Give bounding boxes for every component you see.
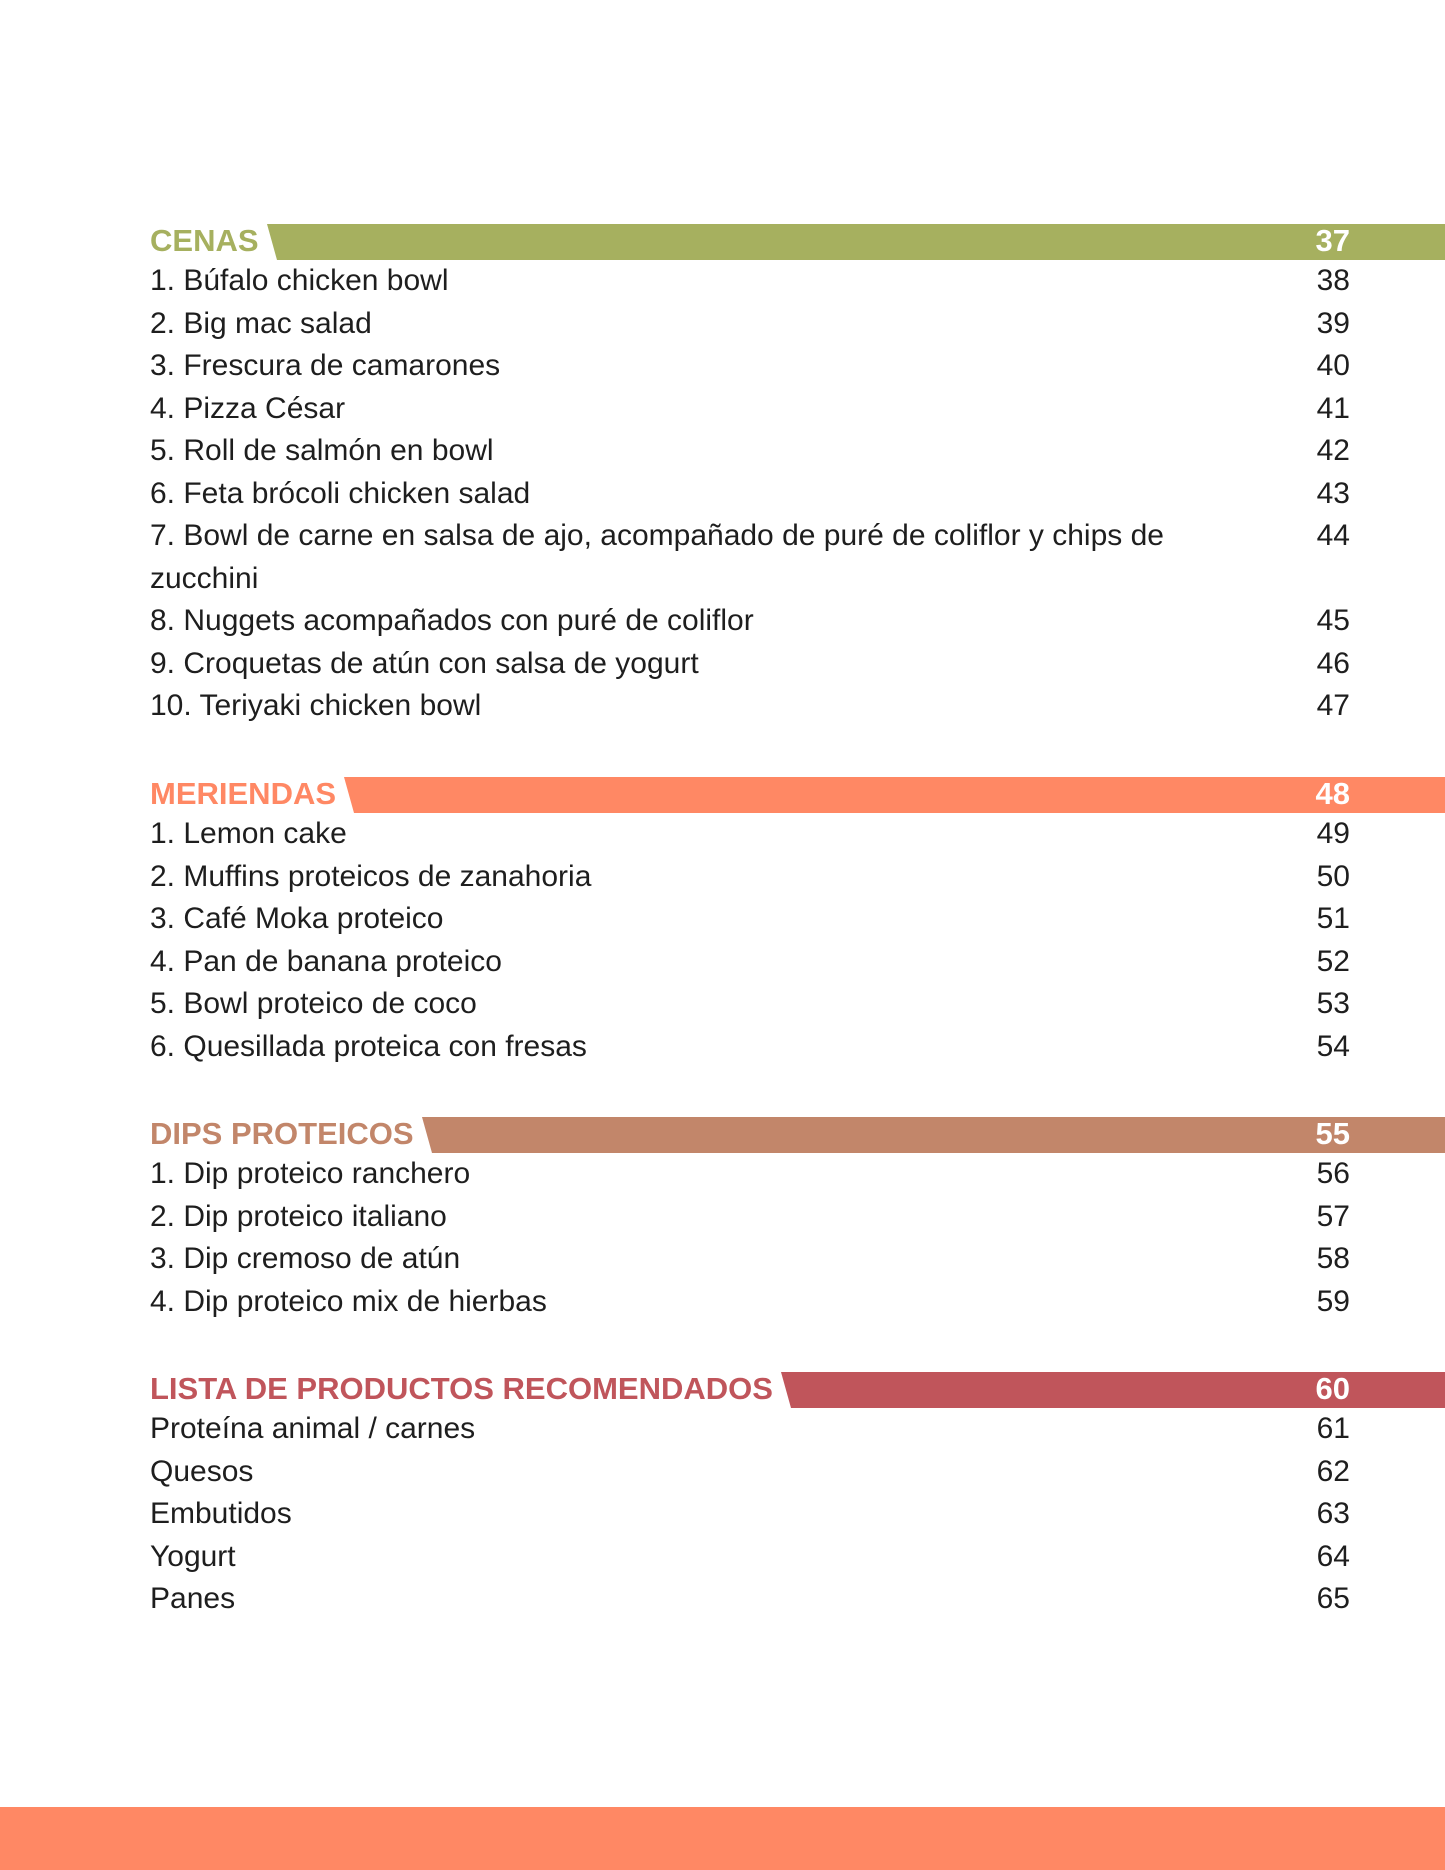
toc-item-page-number: 38 [1316, 264, 1350, 297]
section-title: DIPS PROTEICOS [150, 1116, 414, 1151]
section-lista-productos [150, 1370, 1445, 1621]
toc-item-title: 4. Dip proteico mix de hierbas [150, 1284, 547, 1318]
toc-item-title: 6. Quesillada proteica con fresas [150, 1029, 587, 1063]
toc-item [150, 1026, 1350, 1069]
toc-item [150, 1153, 1350, 1196]
section-cenas [150, 222, 1445, 728]
toc-item [150, 1493, 1350, 1536]
toc-item-title: 5. Roll de salmón en bowl [150, 434, 494, 467]
section-title: LISTA DE PRODUCTOS RECOMENDADOS [150, 1371, 773, 1406]
section-item-list [150, 260, 1350, 728]
toc-item [150, 1238, 1350, 1281]
toc-item [150, 515, 1350, 600]
section-item-list [150, 1153, 1350, 1323]
toc-item-page-number: 42 [1316, 434, 1350, 467]
section-color-bar [422, 1117, 1445, 1153]
toc-item-page-number: 57 [1316, 1199, 1350, 1233]
toc-item [150, 1196, 1350, 1239]
toc-item [150, 1451, 1350, 1494]
section-header [150, 222, 1445, 260]
toc-item-title: Yogurt [150, 1539, 236, 1573]
toc-item-page-number: 41 [1316, 391, 1350, 425]
section-page-number: 60 [1315, 1371, 1350, 1406]
toc-item-page-number: 59 [1316, 1284, 1350, 1318]
toc-item-title: 4. Pizza César [150, 391, 346, 425]
toc-item-title: 1. Dip proteico ranchero [150, 1157, 471, 1190]
section-page-number: 48 [1315, 776, 1350, 811]
toc-item-page-number: 46 [1316, 646, 1350, 680]
toc-item [150, 856, 1350, 899]
toc-item-page-number: 62 [1316, 1454, 1350, 1488]
section-item-list [150, 1408, 1350, 1621]
toc-item-title: Proteína animal / carnes [150, 1412, 476, 1445]
toc-item [150, 898, 1350, 941]
toc-item-page-number: 64 [1316, 1539, 1350, 1573]
section-color-bar [267, 224, 1445, 260]
toc-item-title: 5. Bowl proteico de coco [150, 987, 477, 1020]
toc-item [150, 1536, 1350, 1579]
toc-item-title: 2. Big mac salad [150, 306, 372, 340]
section-dips-proteicos [150, 1115, 1445, 1323]
toc-item-title: 3. Café Moka proteico [150, 902, 444, 935]
toc-item-page-number: 44 [1316, 519, 1350, 552]
toc-item-page-number: 63 [1316, 1497, 1350, 1530]
toc-item [150, 813, 1350, 856]
toc-item-title: Quesos [150, 1454, 254, 1488]
toc-item-page-number: 43 [1316, 476, 1350, 510]
section-header [150, 1370, 1445, 1408]
toc-item [150, 260, 1350, 303]
toc-item-page-number: 45 [1316, 604, 1350, 637]
toc-item-page-number: 47 [1316, 689, 1350, 722]
toc-item [150, 685, 1350, 728]
toc-item-page-number: 51 [1316, 902, 1350, 935]
toc-item-page-number: 61 [1316, 1412, 1350, 1445]
toc-item-title: Panes [150, 1582, 236, 1615]
toc-item-title: 1. Lemon cake [150, 817, 347, 850]
section-title: CENAS [150, 223, 259, 258]
toc-item-page-number: 40 [1316, 349, 1350, 382]
toc-item-title: 9. Croquetas de atún con salsa de yogurt [150, 646, 699, 680]
toc-item-title: 3. Dip cremoso de atún [150, 1242, 461, 1275]
toc-item [150, 941, 1350, 984]
toc-item [150, 643, 1350, 686]
toc-item [150, 345, 1350, 388]
section-header [150, 775, 1445, 813]
toc-item-title: 2. Dip proteico italiano [150, 1199, 447, 1233]
toc-item-title: 3. Frescura de camarones [150, 349, 501, 382]
toc-item-title: 1. Búfalo chicken bowl [150, 264, 449, 297]
toc-item [150, 1408, 1350, 1451]
section-page-number: 37 [1315, 223, 1350, 258]
toc-item-title: Embutidos [150, 1497, 292, 1530]
toc-item-title: 10. Teriyaki chicken bowl [150, 689, 482, 722]
toc-item-page-number: 56 [1316, 1157, 1350, 1190]
table-of-contents [150, 0, 1445, 1800]
section-color-bar [344, 777, 1445, 813]
toc-item-title: 6. Feta brócoli chicken salad [150, 476, 531, 510]
toc-item [150, 1281, 1350, 1324]
section-meriendas [150, 775, 1445, 1068]
toc-item-page-number: 58 [1316, 1242, 1350, 1275]
footer-band [0, 1807, 1445, 1870]
toc-item [150, 303, 1350, 346]
toc-item-page-number: 52 [1316, 944, 1350, 978]
section-item-list [150, 813, 1350, 1068]
toc-item-title: 7. Bowl de carne en salsa de ajo, acompañado de puré de coliflor y chips de zucchini [150, 519, 1164, 595]
toc-item [150, 430, 1350, 473]
toc-item-page-number: 50 [1316, 859, 1350, 893]
toc-item-page-number: 65 [1316, 1582, 1350, 1615]
toc-item-title: 2. Muffins proteicos de zanahoria [150, 859, 592, 893]
toc-item-page-number: 54 [1316, 1029, 1350, 1063]
toc-item-page-number: 53 [1316, 987, 1350, 1020]
toc-item [150, 983, 1350, 1026]
section-page-number: 55 [1315, 1116, 1350, 1151]
toc-item [150, 600, 1350, 643]
section-header [150, 1115, 1445, 1153]
toc-item-title: 4. Pan de banana proteico [150, 944, 502, 978]
toc-item [150, 388, 1350, 431]
toc-item-title: 8. Nuggets acompañados con puré de coliflor [150, 604, 754, 637]
toc-item-page-number: 39 [1316, 306, 1350, 340]
toc-item-page-number: 49 [1316, 817, 1350, 850]
toc-item [150, 473, 1350, 516]
section-title: MERIENDAS [150, 776, 337, 811]
toc-item [150, 1578, 1350, 1621]
